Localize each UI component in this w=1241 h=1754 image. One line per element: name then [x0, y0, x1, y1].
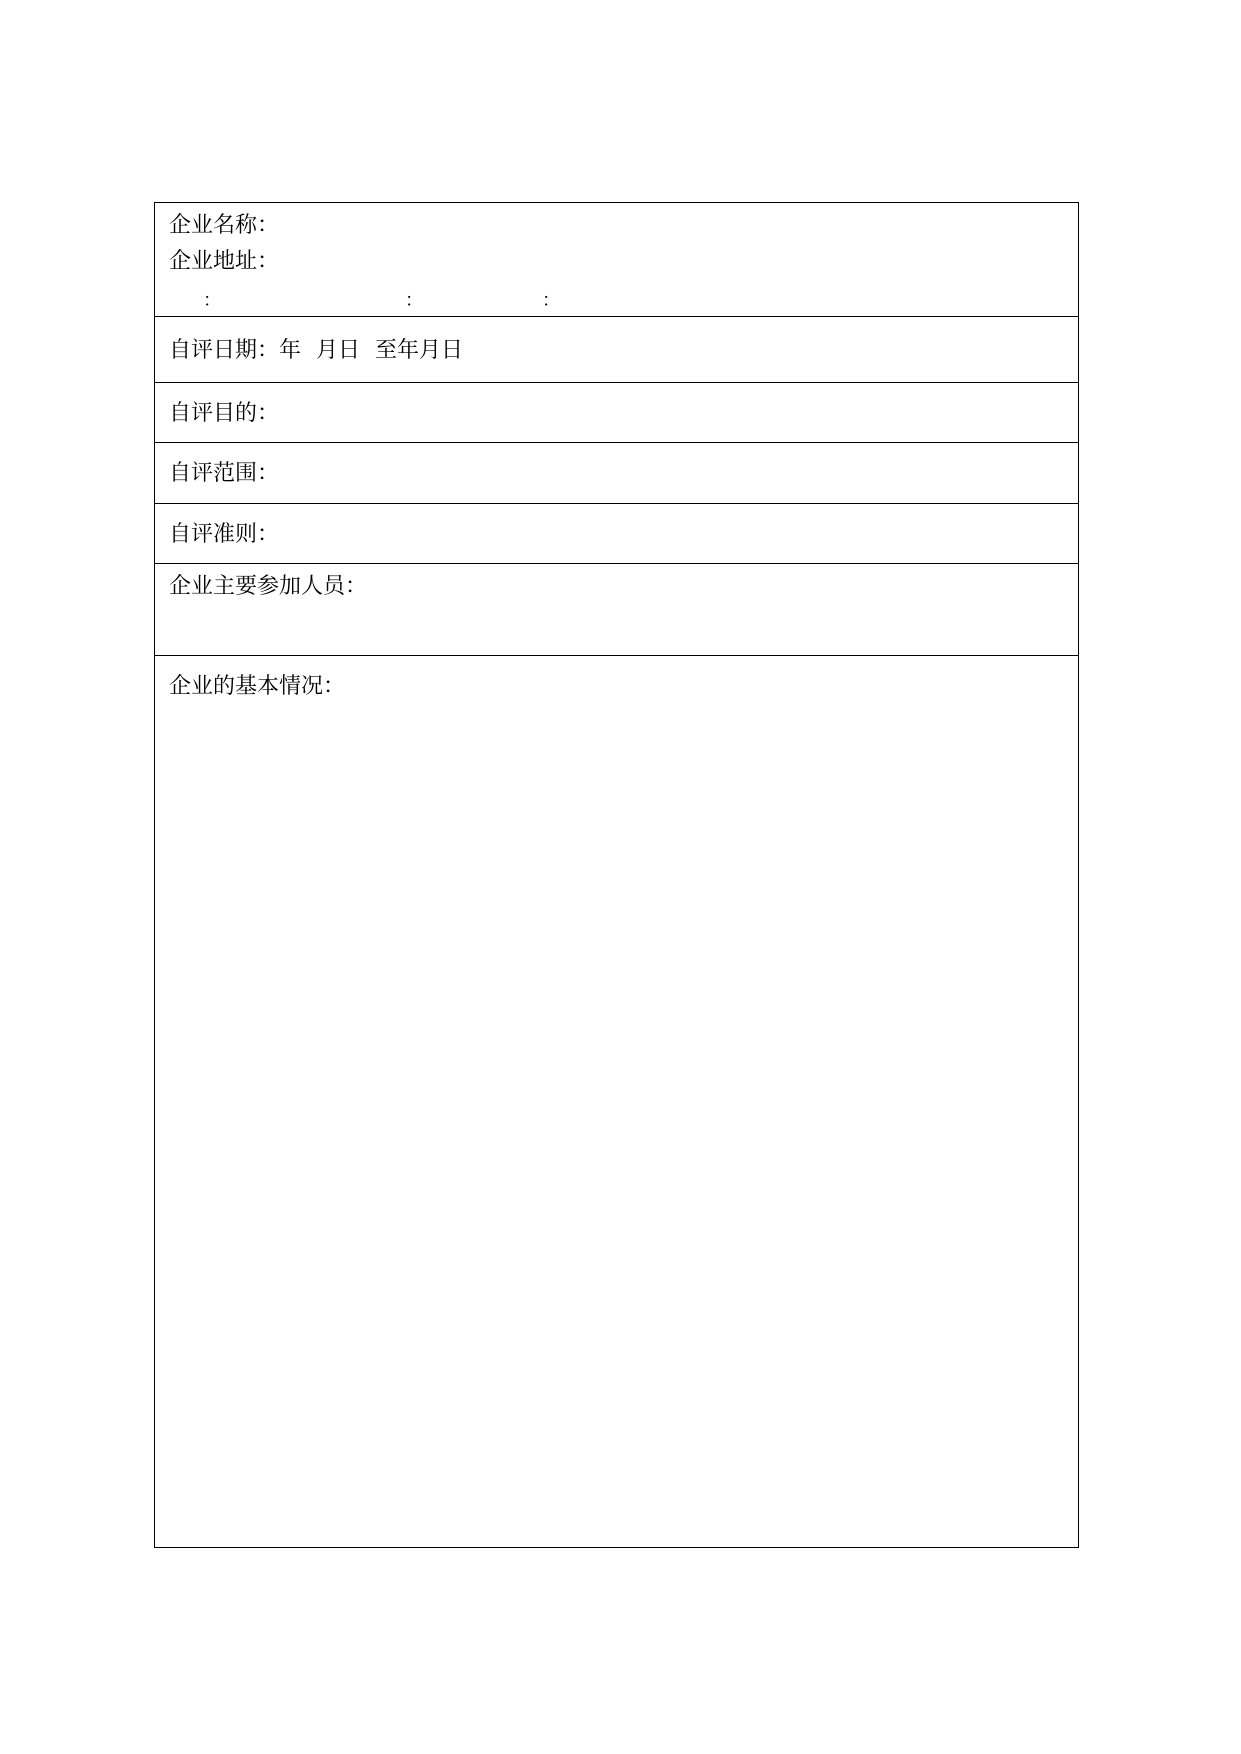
basic-info-label: 企业的基本情况： [169, 674, 346, 699]
contact-colon-3: ： [542, 290, 560, 311]
assessment-scope-row [155, 443, 1078, 504]
self-assessment-form [154, 202, 1079, 1548]
assessment-date-label: 自评日期： [169, 338, 280, 363]
assessment-date-field [169, 340, 463, 362]
date-year-start: 年 [279, 338, 302, 363]
contact-colon-1: ： [203, 290, 221, 311]
date-month-day-start: 月日 [316, 338, 361, 363]
contact-colon-2: ： [405, 290, 423, 311]
assessment-scope-label: 自评范围： [169, 461, 280, 486]
assessment-purpose-row [155, 383, 1078, 443]
basic-info-row [155, 656, 1078, 1547]
participants-label: 企业主要参加人员： [169, 574, 368, 599]
date-end: 至年月日 [375, 338, 464, 363]
company-info-row [155, 203, 1078, 317]
company-address-label: 企业地址： [169, 249, 280, 274]
assessment-criteria-row [155, 504, 1078, 564]
assessment-date-row [155, 317, 1078, 383]
assessment-criteria-label: 自评准则： [169, 522, 280, 547]
assessment-purpose-label: 自评目的： [169, 401, 280, 426]
participants-row [155, 564, 1078, 656]
company-name-label: 企业名称： [169, 213, 280, 238]
